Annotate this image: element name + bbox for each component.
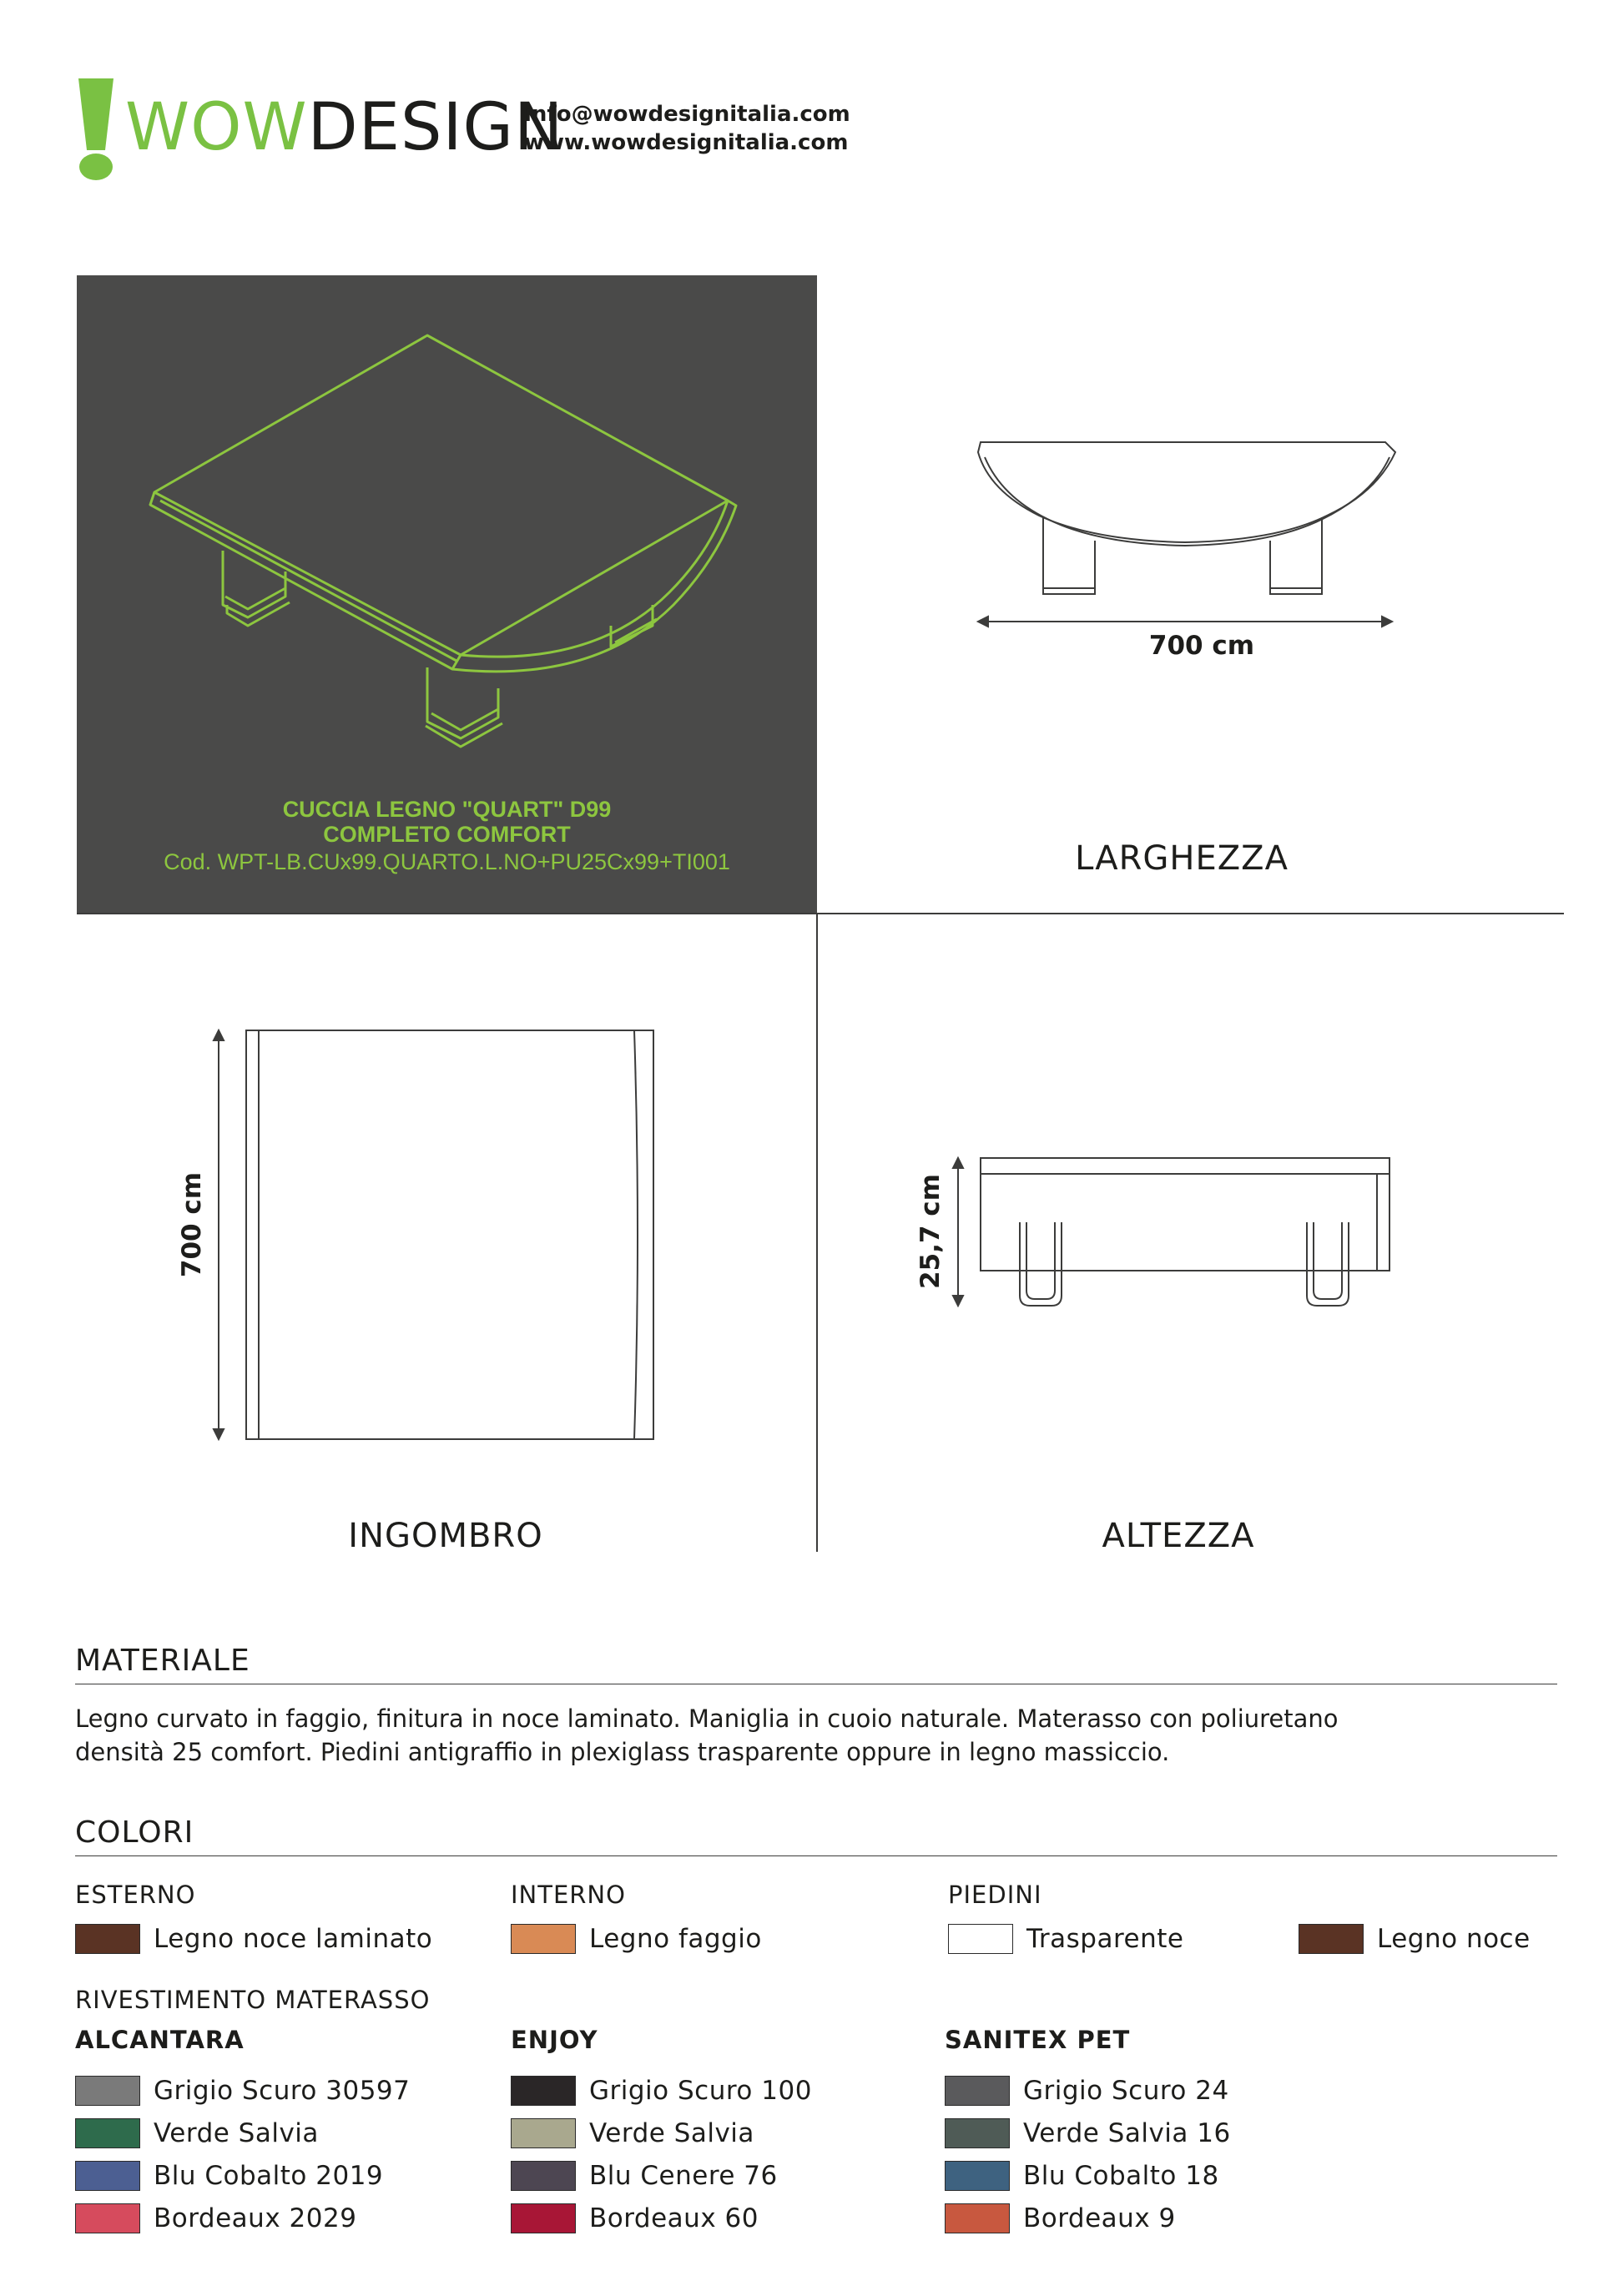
mattress-option[interactable]	[511, 2117, 812, 2150]
footprint-view-label: INGOMBRO	[348, 1517, 543, 1555]
depth-dimension: 700 cm	[177, 1171, 207, 1278]
mattress-option[interactable]	[75, 2074, 410, 2107]
fabric-swatch	[945, 2118, 1010, 2148]
product-title-line1: CUCCIA LEGNO "QUART" D99	[282, 797, 612, 822]
fabric-swatch	[75, 2161, 140, 2191]
contact-block	[524, 100, 850, 157]
fabric-label: Grigio Scuro 30597	[154, 2076, 411, 2106]
fabric-swatch	[511, 2076, 576, 2106]
mattress-option[interactable]	[945, 2117, 1231, 2150]
fabric-label: Bordeaux 2029	[154, 2203, 357, 2233]
contact-website[interactable]: www.wowdesignitalia.com	[524, 130, 849, 155]
fabric-swatch	[511, 2118, 576, 2148]
piedini-option-legno-noce[interactable]	[1299, 1922, 1531, 1956]
fabric-swatch	[945, 2076, 1010, 2106]
mattress-group-name: ALCANTARA	[75, 2026, 245, 2054]
width-dimension: 700 cm	[1148, 631, 1255, 661]
contact-email[interactable]: info@wowdesignitalia.com	[524, 102, 850, 127]
fabric-label: Verde Salvia 16	[1023, 2118, 1231, 2148]
mattress-option[interactable]	[75, 2117, 410, 2150]
mattress-option[interactable]	[511, 2159, 812, 2193]
mattress-group-sanitex-pet	[945, 2026, 1231, 2235]
fabric-swatch	[75, 2076, 140, 2106]
fabric-label: Verde Salvia	[589, 2118, 754, 2148]
fabric-swatch	[75, 2118, 140, 2148]
top-view-drawing	[200, 1018, 668, 1443]
piedini-swatch	[948, 1924, 1013, 1954]
fabric-label: Blu Cobalto 2019	[154, 2161, 384, 2191]
piedini-label: Legno noce	[1377, 1924, 1531, 1954]
front-view-drawing	[968, 434, 1402, 651]
mattress-option[interactable]	[511, 2202, 812, 2235]
material-line1: Legno curvato in faggio, finitura in noce laminato. Maniglia in cuoio naturale. Materasso con poliuretano	[75, 1704, 1339, 1733]
interno-heading: INTERNO	[511, 1881, 626, 1909]
mattress-group-name: ENJOY	[511, 2026, 598, 2054]
width-view-label: LARGHEZZA	[1075, 839, 1289, 878]
height-view-label: ALTEZZA	[1102, 1517, 1255, 1555]
fabric-label: Verde Salvia	[154, 2118, 319, 2148]
product-code: Cod. WPT-LB.CUx99.QUARTO.L.NO+PU25Cx99+TI001	[164, 849, 730, 874]
material-line2: densità 25 comfort. Piedini antigraffio in plexiglass trasparente oppure in legno massiccio.	[75, 1738, 1170, 1766]
mattress-group-alcantara	[75, 2026, 410, 2235]
side-view-drawing	[943, 1147, 1410, 1322]
brand-logo-text	[125, 90, 563, 165]
view-divider-vertical	[816, 913, 818, 1552]
product-title-line2: COMPLETO COMFORT	[323, 822, 571, 847]
mattress-title: RIVESTIMENTO MATERASSO	[75, 1986, 431, 2014]
mattress-option[interactable]	[945, 2074, 1231, 2107]
piedini-option-trasparente[interactable]	[948, 1922, 1183, 1956]
mattress-option[interactable]	[75, 2202, 410, 2235]
fabric-swatch	[75, 2203, 140, 2233]
mattress-option[interactable]	[945, 2202, 1231, 2235]
fabric-swatch	[511, 2161, 576, 2191]
piedini-heading: PIEDINI	[948, 1881, 1042, 1909]
brand-suffix: DESIGN	[307, 90, 564, 165]
fabric-swatch	[511, 2203, 576, 2233]
fabric-swatch	[945, 2161, 1010, 2191]
mattress-group-name: SANITEX PET	[945, 2026, 1131, 2054]
esterno-swatch	[75, 1924, 140, 1954]
esterno-heading: ESTERNO	[75, 1881, 196, 1909]
material-description	[75, 1702, 1561, 1769]
brand-prefix: WOW	[125, 90, 308, 165]
mattress-group-enjoy	[511, 2026, 812, 2235]
fabric-swatch	[945, 2203, 1010, 2233]
fabric-label: Bordeaux 60	[589, 2203, 759, 2233]
mattress-option[interactable]	[511, 2074, 812, 2107]
interno-swatch	[511, 1924, 576, 1954]
mattress-option[interactable]	[945, 2159, 1231, 2193]
fabric-label: Grigio Scuro 24	[1023, 2076, 1229, 2106]
fabric-label: Blu Cenere 76	[589, 2161, 778, 2191]
interno-label: Legno faggio	[589, 1924, 762, 1954]
mattress-option[interactable]	[75, 2159, 410, 2193]
colors-title: COLORI	[75, 1815, 194, 1850]
brand-exclamation-icon	[77, 77, 115, 181]
esterno-option[interactable]	[75, 1922, 432, 1956]
interno-option[interactable]	[511, 1922, 762, 1956]
material-title: MATERIALE	[75, 1644, 250, 1678]
height-dimension: 25,7 cm	[915, 1174, 946, 1289]
piedini-label: Trasparente	[1026, 1924, 1184, 1954]
colors-divider	[75, 1855, 1557, 1856]
esterno-label: Legno noce laminato	[154, 1924, 433, 1954]
view-divider-horizontal	[77, 913, 1564, 914]
piedini-swatch	[1299, 1924, 1364, 1954]
fabric-label: Bordeaux 9	[1023, 2203, 1176, 2233]
fabric-label: Grigio Scuro 100	[589, 2076, 812, 2106]
fabric-label: Blu Cobalto 18	[1023, 2161, 1219, 2191]
